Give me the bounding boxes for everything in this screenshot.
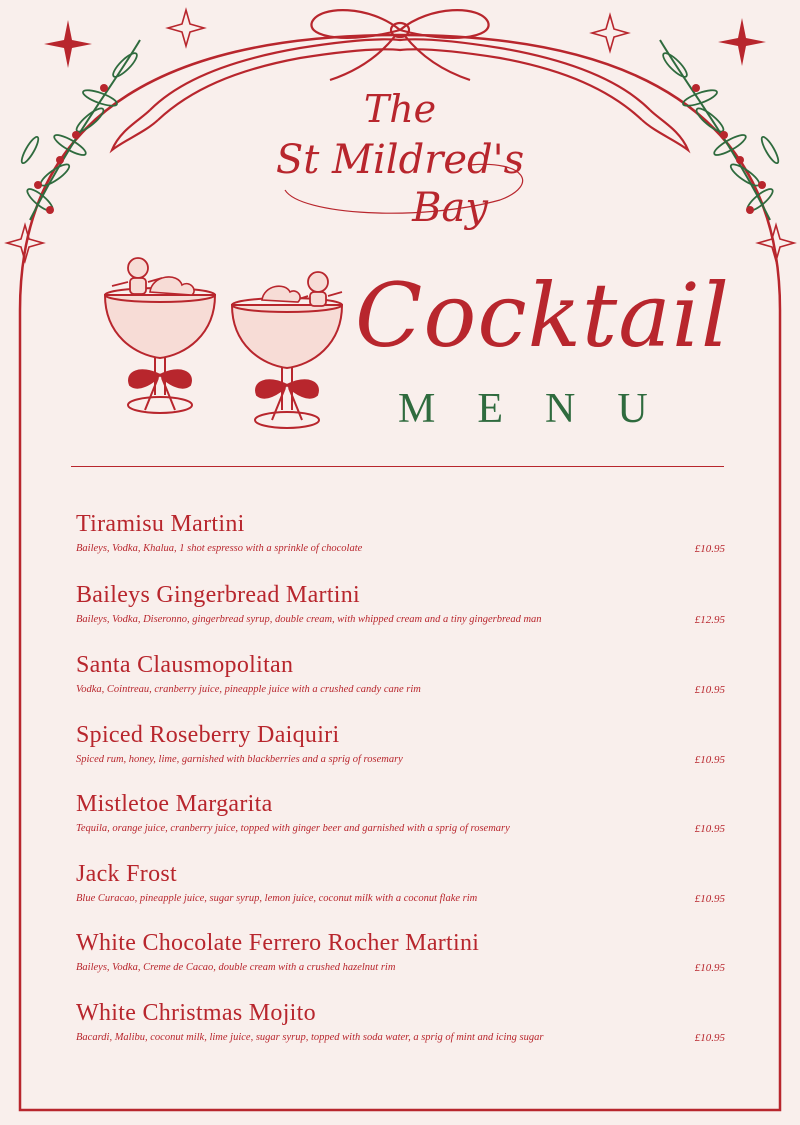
- menu-item: [76, 510, 726, 555]
- menu-item-price: £10.95: [694, 1032, 725, 1044]
- menu-item-price: £10.95: [694, 823, 725, 835]
- menu-item-name: Mistletoe Margarita: [76, 791, 273, 817]
- venue-name-line2: St Mildred's: [275, 137, 525, 183]
- menu-item: [76, 581, 726, 626]
- menu-item-description: Spiced rum, honey, lime, garnished with blackberries and a sprig of rosemary: [76, 754, 403, 765]
- menu-item-price: £10.95: [694, 684, 725, 696]
- menu-item-description: Blue Curacao, pineapple juice, sugar syrup, lemon juice, coconut milk with a coconut flake rim: [76, 893, 478, 904]
- menu-item-price: £10.95: [694, 754, 725, 766]
- menu-item: [76, 790, 726, 835]
- venue-name-line1: The: [363, 87, 437, 131]
- divider: [71, 466, 724, 467]
- menu-item-description: Vodka, Cointreau, cranberry juice, pineapple juice with a crushed candy cane rim: [76, 684, 421, 695]
- menu-item-description: Baileys, Vodka, Diseronno, gingerbread syrup, double cream, with whipped cream and a tiny gingerbread man: [76, 614, 542, 625]
- menu-item-name: Jack Frost: [76, 861, 177, 887]
- menu-item-description: Bacardi, Malibu, coconut milk, lime juice, sugar syrup, topped with soda water, a sprig of mint and icing sugar: [76, 1032, 544, 1043]
- menu-item-name: Baileys Gingerbread Martini: [76, 582, 361, 608]
- mistletoe-branch-icon: [660, 40, 781, 220]
- menu-item-price: £10.95: [694, 962, 725, 974]
- menu-item-name: Spiced Roseberry Daiquiri: [76, 722, 340, 748]
- menu-item-price: £10.95: [694, 543, 725, 555]
- menu-item-name: Santa Clausmopolitan: [76, 652, 294, 678]
- menu-item: [76, 721, 726, 766]
- menu-item: [76, 860, 726, 905]
- cocktail-glass-icon: [232, 298, 342, 428]
- mistletoe-branch-icon: [19, 40, 140, 220]
- menu-item: [76, 929, 726, 974]
- cocktail-glass-icon: [105, 288, 215, 413]
- menu-item-description: Baileys, Vodka, Creme de Cacao, double cream with a crushed hazelnut rim: [76, 962, 396, 973]
- page-title: Cocktail: [355, 264, 731, 367]
- menu-item: [76, 999, 726, 1044]
- menu-item-price: £12.95: [694, 614, 725, 626]
- menu-item-name: Tiramisu Martini: [76, 511, 245, 537]
- page-subtitle: MENU: [398, 386, 690, 432]
- menu-item-price: £10.95: [694, 893, 725, 905]
- venue-name-line3: Bay: [412, 185, 488, 231]
- menu-item-description: Tequila, orange juice, cranberry juice, topped with ginger beer and garnished with a sprig of rosemary: [76, 823, 510, 834]
- menu-item: [76, 651, 726, 696]
- menu-item-name: White Chocolate Ferrero Rocher Martini: [76, 930, 480, 956]
- menu-item-name: White Christmas Mojito: [76, 1000, 316, 1026]
- menu-item-description: Baileys, Vodka, Khalua, 1 shot espresso with a sprinkle of chocolate: [76, 543, 363, 554]
